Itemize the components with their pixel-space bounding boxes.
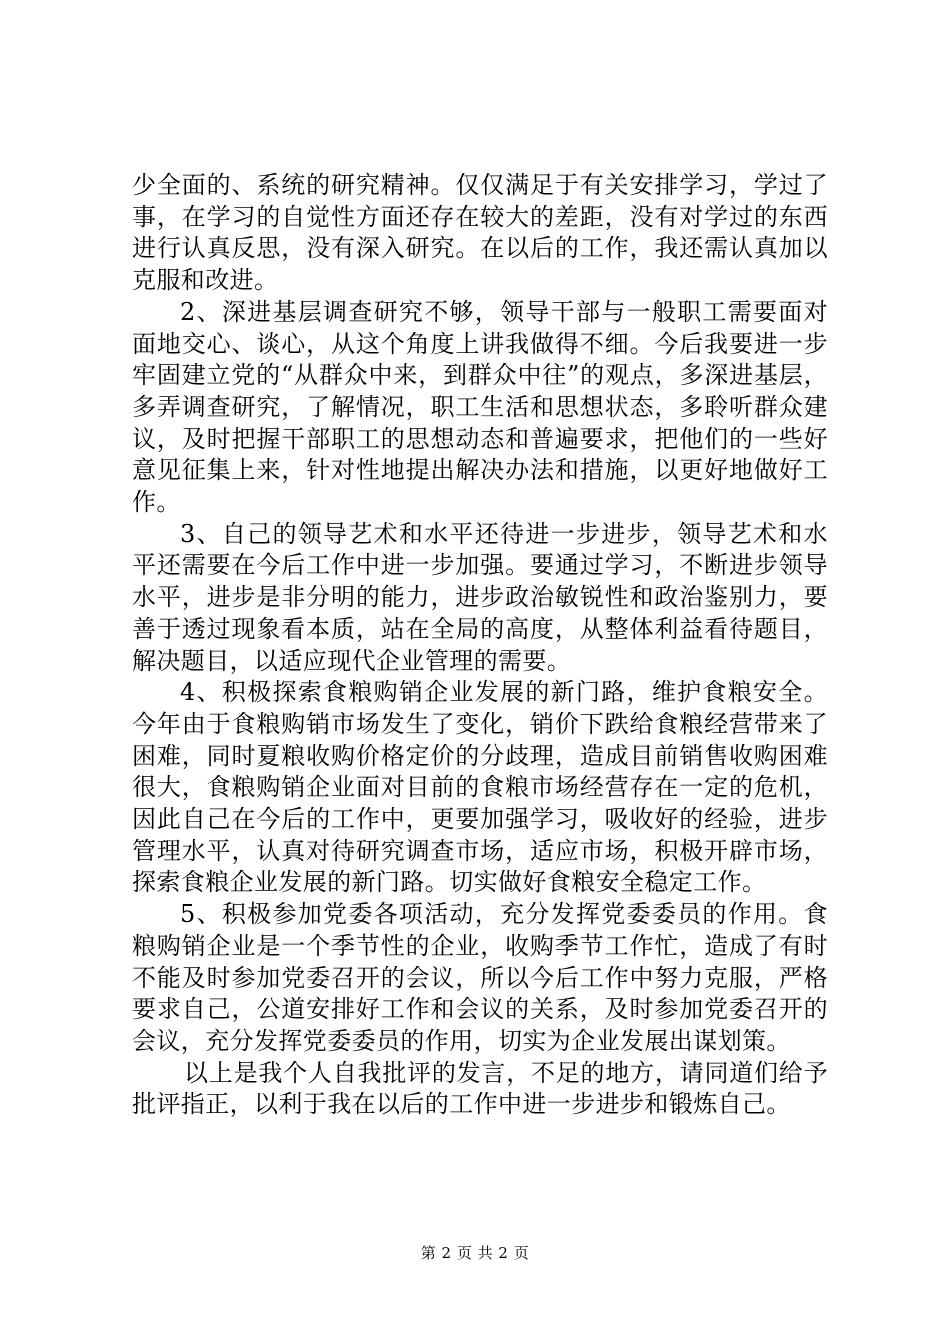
- document-body: [132, 170, 828, 1121]
- paragraph-item-5: 5、积极参加党委各项活动，充分发挥党委委员的作用。食粮购销企业是一个季节性的企业，收购季节工作忙，造成了有时不能及时参加党委召开的会议，所以今后工作中努力克服，严格要求自己，公道安排好工作和会议的关系，及时参加党委召开的会议，充分发挥党委委员的作用，切实为企业发展出谋划策。: [132, 900, 828, 1055]
- paragraph-item-3: 3、自己的领导艺术和水平还待进一步进步，领导艺术和水平还需要在今后工作中进一步加强。要通过学习，不断进步领导水平，进步是非分明的能力，进步政治敏锐性和政治鉴别力，要善于透过现象看本质，站在全局的高度，从整体利益看待题目，解决题目，以适应现代企业管理的需要。: [132, 519, 828, 675]
- page-footer: 第 2 页 共 2 页: [420, 1244, 530, 1262]
- paragraph-item-4: 4、积极探索食粮购销企业发展的新门路，维护食粮安全。今年由于食粮购销市场发生了变化，销价下跌给食粮经营带来了困难，同时夏粮收购价格定价的分歧理，造成目前销售收购困难很大，食粮购销企业面对目前的食粮市场经营存在一定的危机，因此自己在今后的工作中，更要加强学习，吸收好的经验，进步管理水平，认真对待研究调查市场，适应市场，积极开辟市场，探索食粮企业发展的新门路。切实做好食粮安全稳定工作。: [132, 678, 828, 897]
- paragraph-continuation: 少全面的、系统的研究精神。仅仅满足于有关安排学习，学过了事，在学习的自觉性方面还存在较大的差距，没有对学过的东西进行认真反思，没有深入研究。在以后的工作，我还需认真加以克服和改进。: [132, 171, 828, 295]
- paragraph-closing: 以上是我个人自我批评的发言，不足的地方，请同道们给予批评指正，以利于我在以后的工作中进一步进步和锻炼自己。: [132, 1058, 828, 1119]
- paragraph-item-2: 2、深进基层调查研究不够，领导干部与一般职工需要面对面地交心、谈心，从这个角度上讲我做得不细。今后我要进一步牢固建立党的“从群众中来，到群众中往”的观点，多深进基层，多弄调查研究，了解情况，职工生活和思想状态，多聆听群众建议，及时把握干部职工的思想动态和普遍要求，把他们的一些好意见征集上来，针对性地提出解决办法和措施，以更好地做好工作。: [132, 297, 828, 517]
